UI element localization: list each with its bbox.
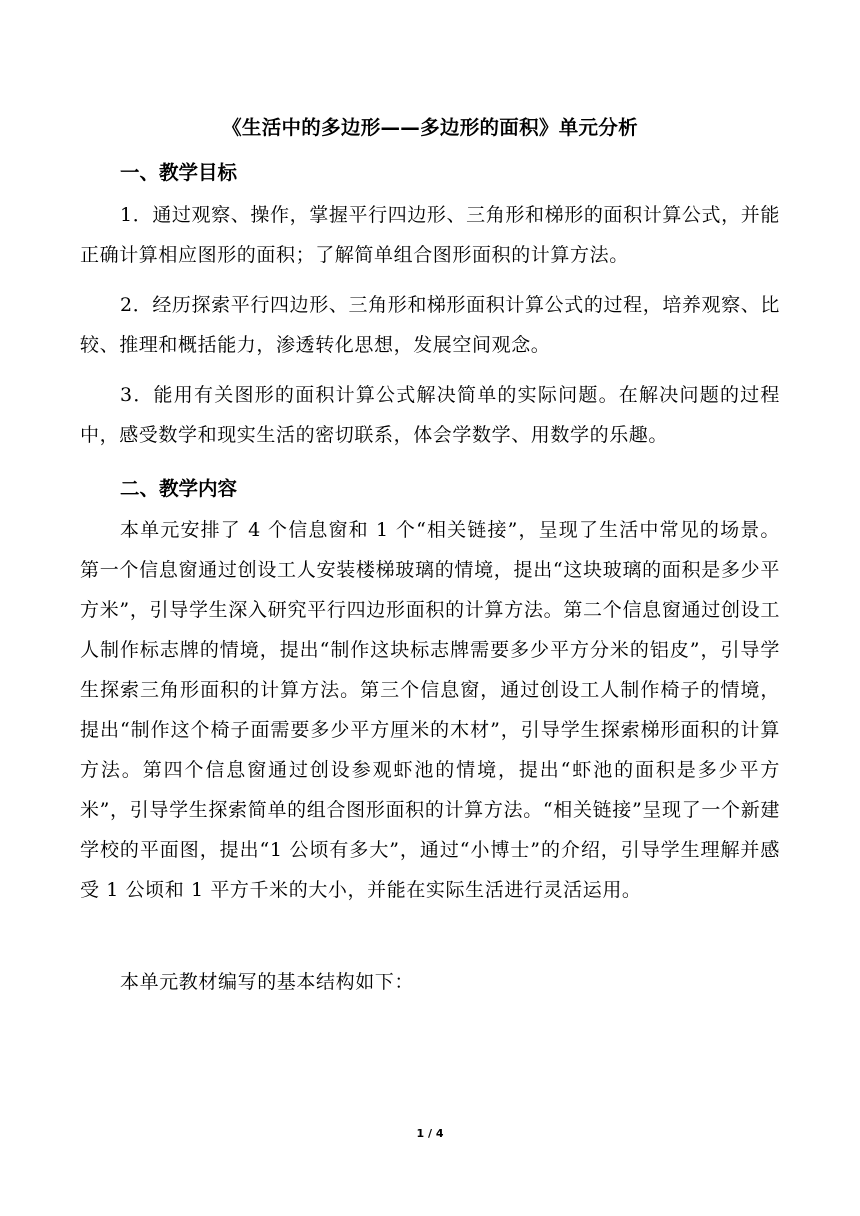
paragraph-objective-2: 2．经历探索平行四边形、三角形和梯形面积计算公式的过程，培养观察、比较、推理和概括能力，渗透转化思想，发展空间观念。 bbox=[80, 294, 780, 356]
document-title: 《生活中的多边形——多边形的面积》单元分析 bbox=[222, 116, 638, 139]
page-number: 1 / 4 bbox=[416, 1127, 444, 1140]
paragraph-content-2: 本单元教材编写的基本结构如下： bbox=[120, 971, 415, 993]
paragraph-objective-1: 1．通过观察、操作，掌握平行四边形、三角形和梯形的面积计算公式，并能正确计算相应图形的面积；了解简单组合图形面积的计算方法。 bbox=[80, 204, 780, 266]
paragraph-objective-3: 3．能用有关图形的面积计算公式解决简单的实际问题。在解决问题的过程中，感受数学和现实生活的密切联系，体会学数学、用数学的乐趣。 bbox=[80, 384, 780, 446]
paragraph-content-1: 本单元安排了 4 个信息窗和 1 个“相关链接”，呈现了生活中常见的场景。第一个信息窗通过创设工人安装楼梯玻璃的情境，提出“这块玻璃的面积是多少平方米”，引导学生深入研究平行四边形面积的计算方法。第二个信息窗通过创设工人制作标志牌的情境，提出“制作这块标志牌需要多少平方分米的铝皮”，引导学生探索三角形面积的计算方法。第三个信息窗，通过创设工人制作椅子的情境，提出“制作这个椅子面需要多少平方厘米的木材”，引导学生探索梯形面积的计算方法。第四个信息窗通过创设参观虾池的情境，提出“虾池的面积是多少平方米”，引导学生探索简单的组合图形面积的计算方法。“相关链接”呈现了一个新建学校的平面图，提出“1 公顷有多大”，通过“小博士”的介绍，引导学生理解并感受 1 公顷和 1 平方千米的大小，并能在实际生活进行灵活运用。 bbox=[80, 519, 780, 901]
section-heading-content: 二、教学内容 bbox=[120, 477, 238, 500]
section-heading-objectives: 一、教学目标 bbox=[120, 161, 238, 184]
